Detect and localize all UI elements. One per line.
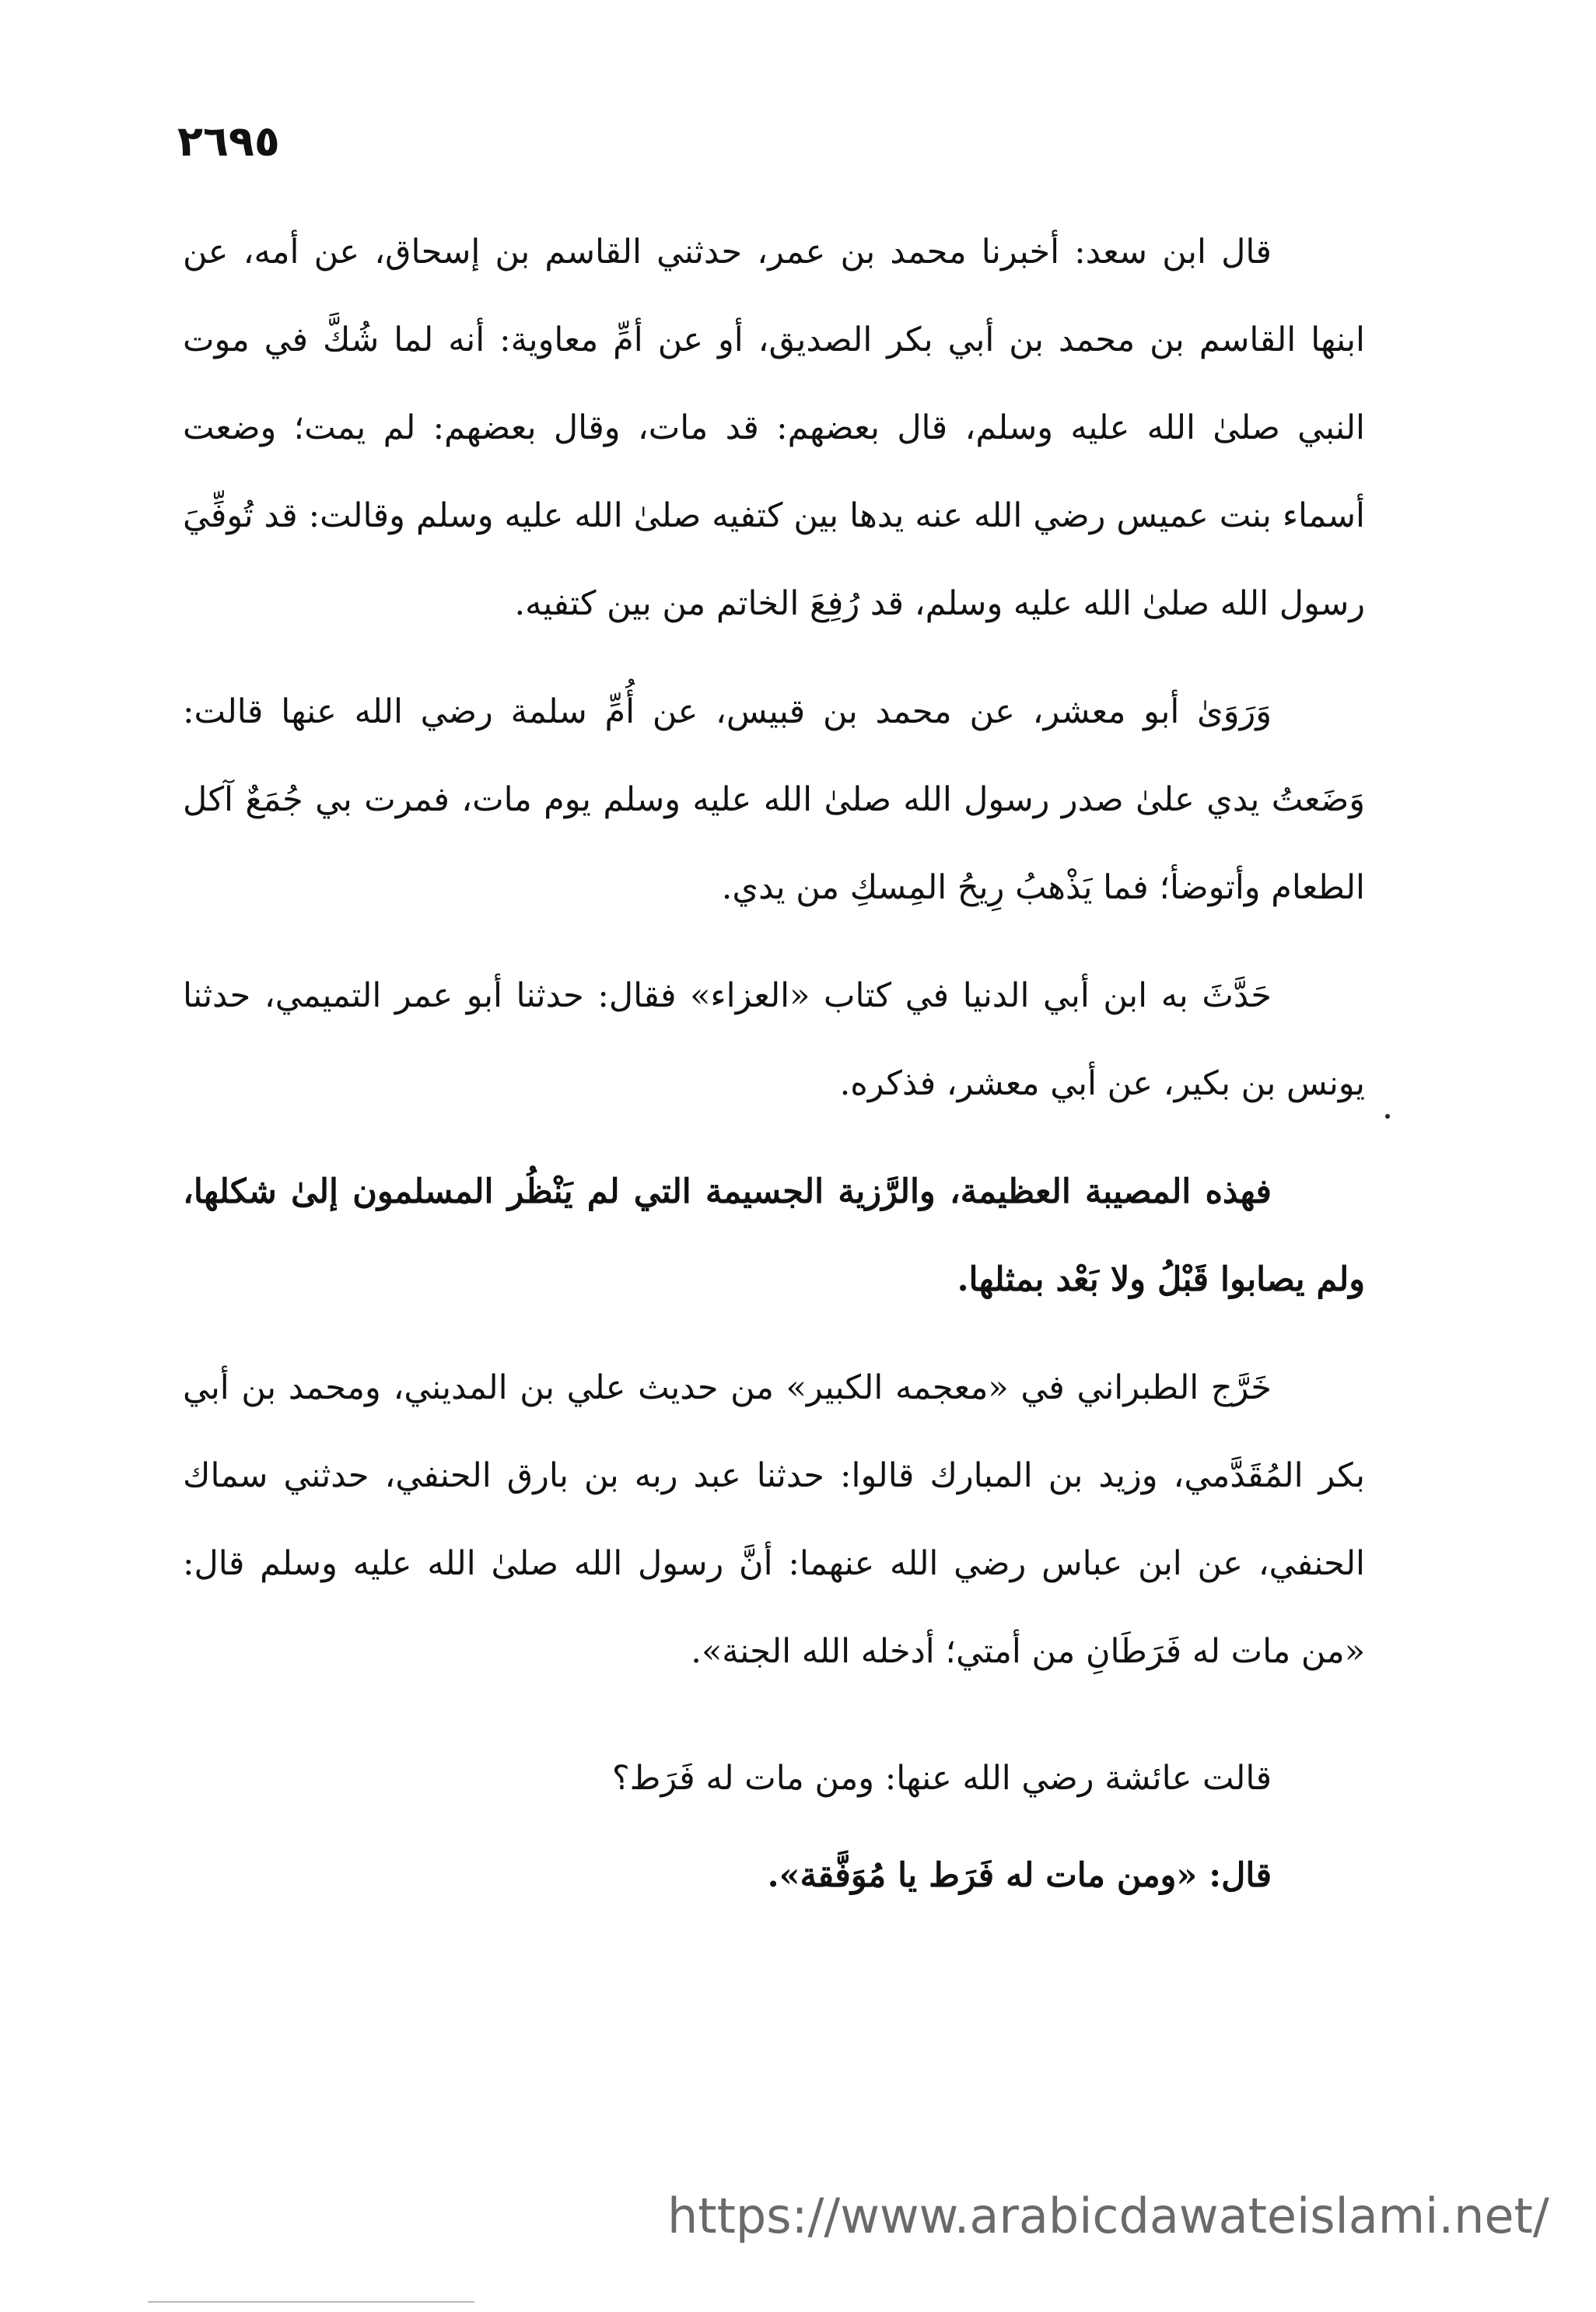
body-text — [183, 208, 1365, 1929]
paragraph-abu-mashar: وَرَوَىٰ أبو معشر، عن محمد بن قبيس، عن أُمِّ سلمة رضي الله عنها قالت: وَضَعتُ يدي علىٰ صدر رسول الله صلىٰ الله عليه وسلم يوم مات، فمرت بي جُمَعٌ آكل الطعام وأتوضأ؛ فما يَذْهبُ رِيحُ المِسكِ من يدي. — [183, 692, 1365, 907]
footer-watermark-url: https://www.arabicdawateislami.net/ — [667, 2188, 1549, 2244]
paragraph-prophet-answer: قال: «ومن مات له فَرَط يا مُوَفَّقة». — [767, 1856, 1272, 1895]
paragraph-great-calamity: فهذه المصيبة العظيمة، والرَّزية الجسيمة التي لم يَنْظُر المسلمون إلىٰ شكلها، ولم يصابوا قَبْلُ ولا بَعْد بمثلها. — [183, 1172, 1365, 1299]
bottom-scan-edge — [148, 2301, 474, 2303]
margin-mark — [1385, 1114, 1390, 1119]
page-number: ٢٦٩٥ — [177, 117, 280, 166]
paragraph-ibn-abi-dunya: حَدَّثَ به ابن أبي الدنيا في كتاب «العزاء» فقال: حدثنا أبو عمر التميمي، حدثنا يونس بن بكير، عن أبي معشر، فذكره. — [183, 976, 1365, 1103]
paragraph-ibn-saad: قال ابن سعد: أخبرنا محمد بن عمر، حدثني القاسم بن إسحاق، عن أمه، عن ابنها القاسم بن محمد بن أبي بكر الصديق، أو عن أمِّ معاوية: أنه لما شُكَّ في موت النبي صلىٰ الله عليه وسلم، قال بعضهم: قد مات، وقال بعضهم: لم يمت؛ وضعت أسماء بنت عميس رضي الله عنه يدها بين كتفيه صلىٰ الله عليه وسلم وقالت: قد تُوفِّيَ رسول الله صلىٰ الله عليه وسلم، قد رُفِعَ الخاتم من بين كتفيه. — [183, 233, 1365, 623]
paragraph-aisha-question: قالت عائشة رضي الله عنها: ومن مات له فَرَط؟ — [611, 1759, 1272, 1798]
paragraph-tabarani: خَرَّج الطبراني في «معجمه الكبير» من حديث علي بن المديني، ومحمد بن أبي بكر المُقَدَّمي، وزيد بن المبارك قالوا: حدثنا عبد ربه بن بارق الحنفي، حدثني سماك الحنفي، عن ابن عباس رضي الله عنهما: أنَّ رسول الله صلىٰ الله عليه وسلم قال: «من مات له فَرَطَانِ من أمتي؛ أدخله الله الجنة». — [183, 1368, 1365, 1671]
